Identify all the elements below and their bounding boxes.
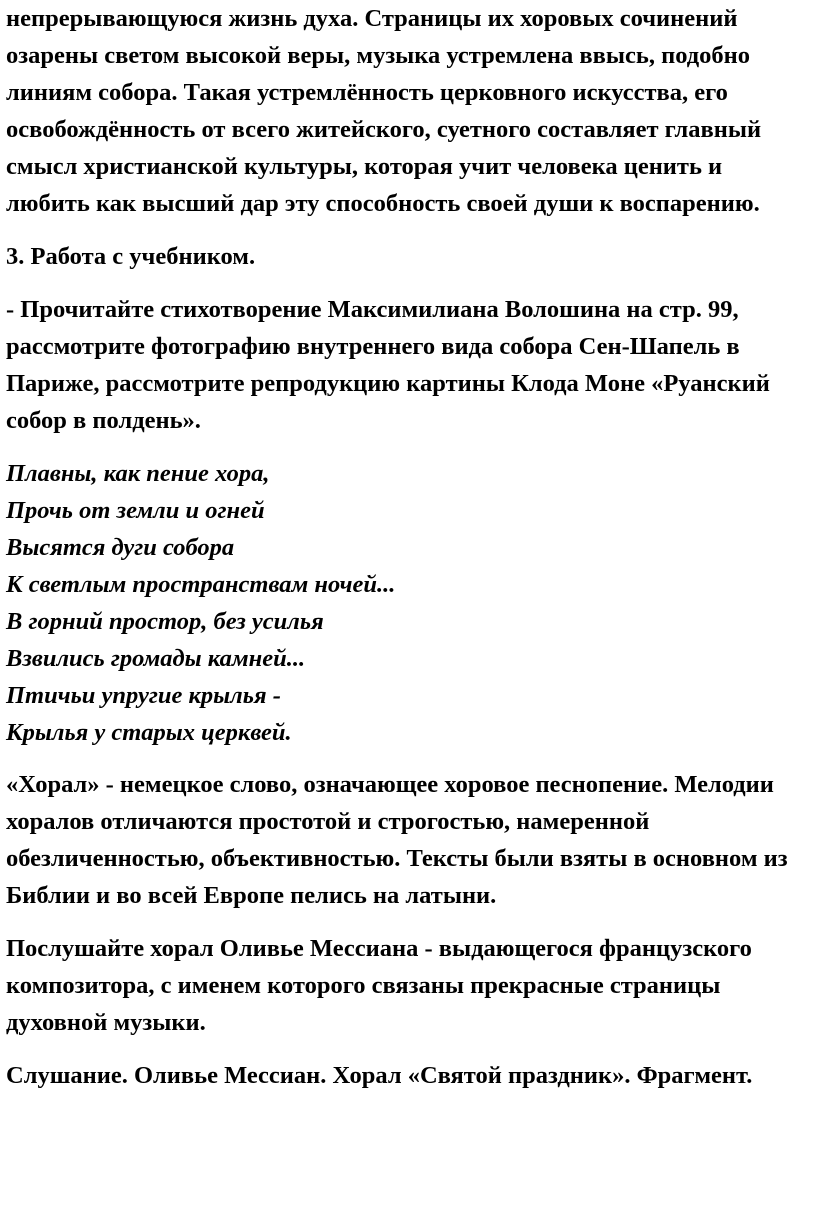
- poem-line: Крылья у старых церквей.: [6, 719, 292, 746]
- section-heading-textbook-work: 3. Работа с учебником.: [6, 243, 256, 270]
- poem-line: Взвились громады камней...: [6, 645, 306, 672]
- poem-line: К светлым пространствам ночей...: [6, 571, 396, 598]
- poem-line: Прочь от земли и огней: [6, 497, 265, 524]
- poem-line: Плавны, как пение хора,: [6, 460, 270, 487]
- poem-line: Птичьи упругие крылья -: [6, 682, 281, 709]
- paragraph-listening-fragment: Слушание. Оливье Мессиан. Хорал «Святой праздник». Фрагмент.: [6, 1062, 753, 1089]
- paragraph-choral-definition: «Хорал» - немецкое слово, означающее хоровое песнопение. Мелодии хоралов отличаются простотой и строгостью, намеренной обезличенностью, объективностью. Тексты были взяты в основном из Библии и во всей Европе пелись на латыни.: [6, 771, 788, 909]
- paragraph-listen-messiaen: Послушайте хорал Оливье Мессиана - выдающегося французского композитора, с именем которого связаны прекрасные страницы духовной музыки.: [6, 935, 752, 1036]
- poem-line: В горний простор, без усилья: [6, 608, 324, 635]
- poem-line: Высятся дуги собора: [6, 534, 235, 561]
- paragraph-read-poem-instruction: - Прочитайте стихотворение Максимилиана Волошина на стр. 99, рассмотрите фотографию внутреннего вида собора Сен-Шапель в Париже, рассмотрите репродукцию картины Клода Моне «Руанский собор в полдень».: [6, 296, 770, 434]
- document-page: [6, 0, 812, 1110]
- paragraph-christian-culture: непрерывающуюся жизнь духа. Страницы их хоровых сочинений озарены светом высокой веры, музыка устремлена ввысь, подобно линиям собора. Такая устремлённость церковного искусства, его освобождённость от всего житейского, суетного составляет главный смысл христианской культуры, которая учит человека ценить и любить как высший дар эту способность своей души к воспарению.: [6, 5, 762, 217]
- poem-voloshin: [6, 455, 812, 751]
